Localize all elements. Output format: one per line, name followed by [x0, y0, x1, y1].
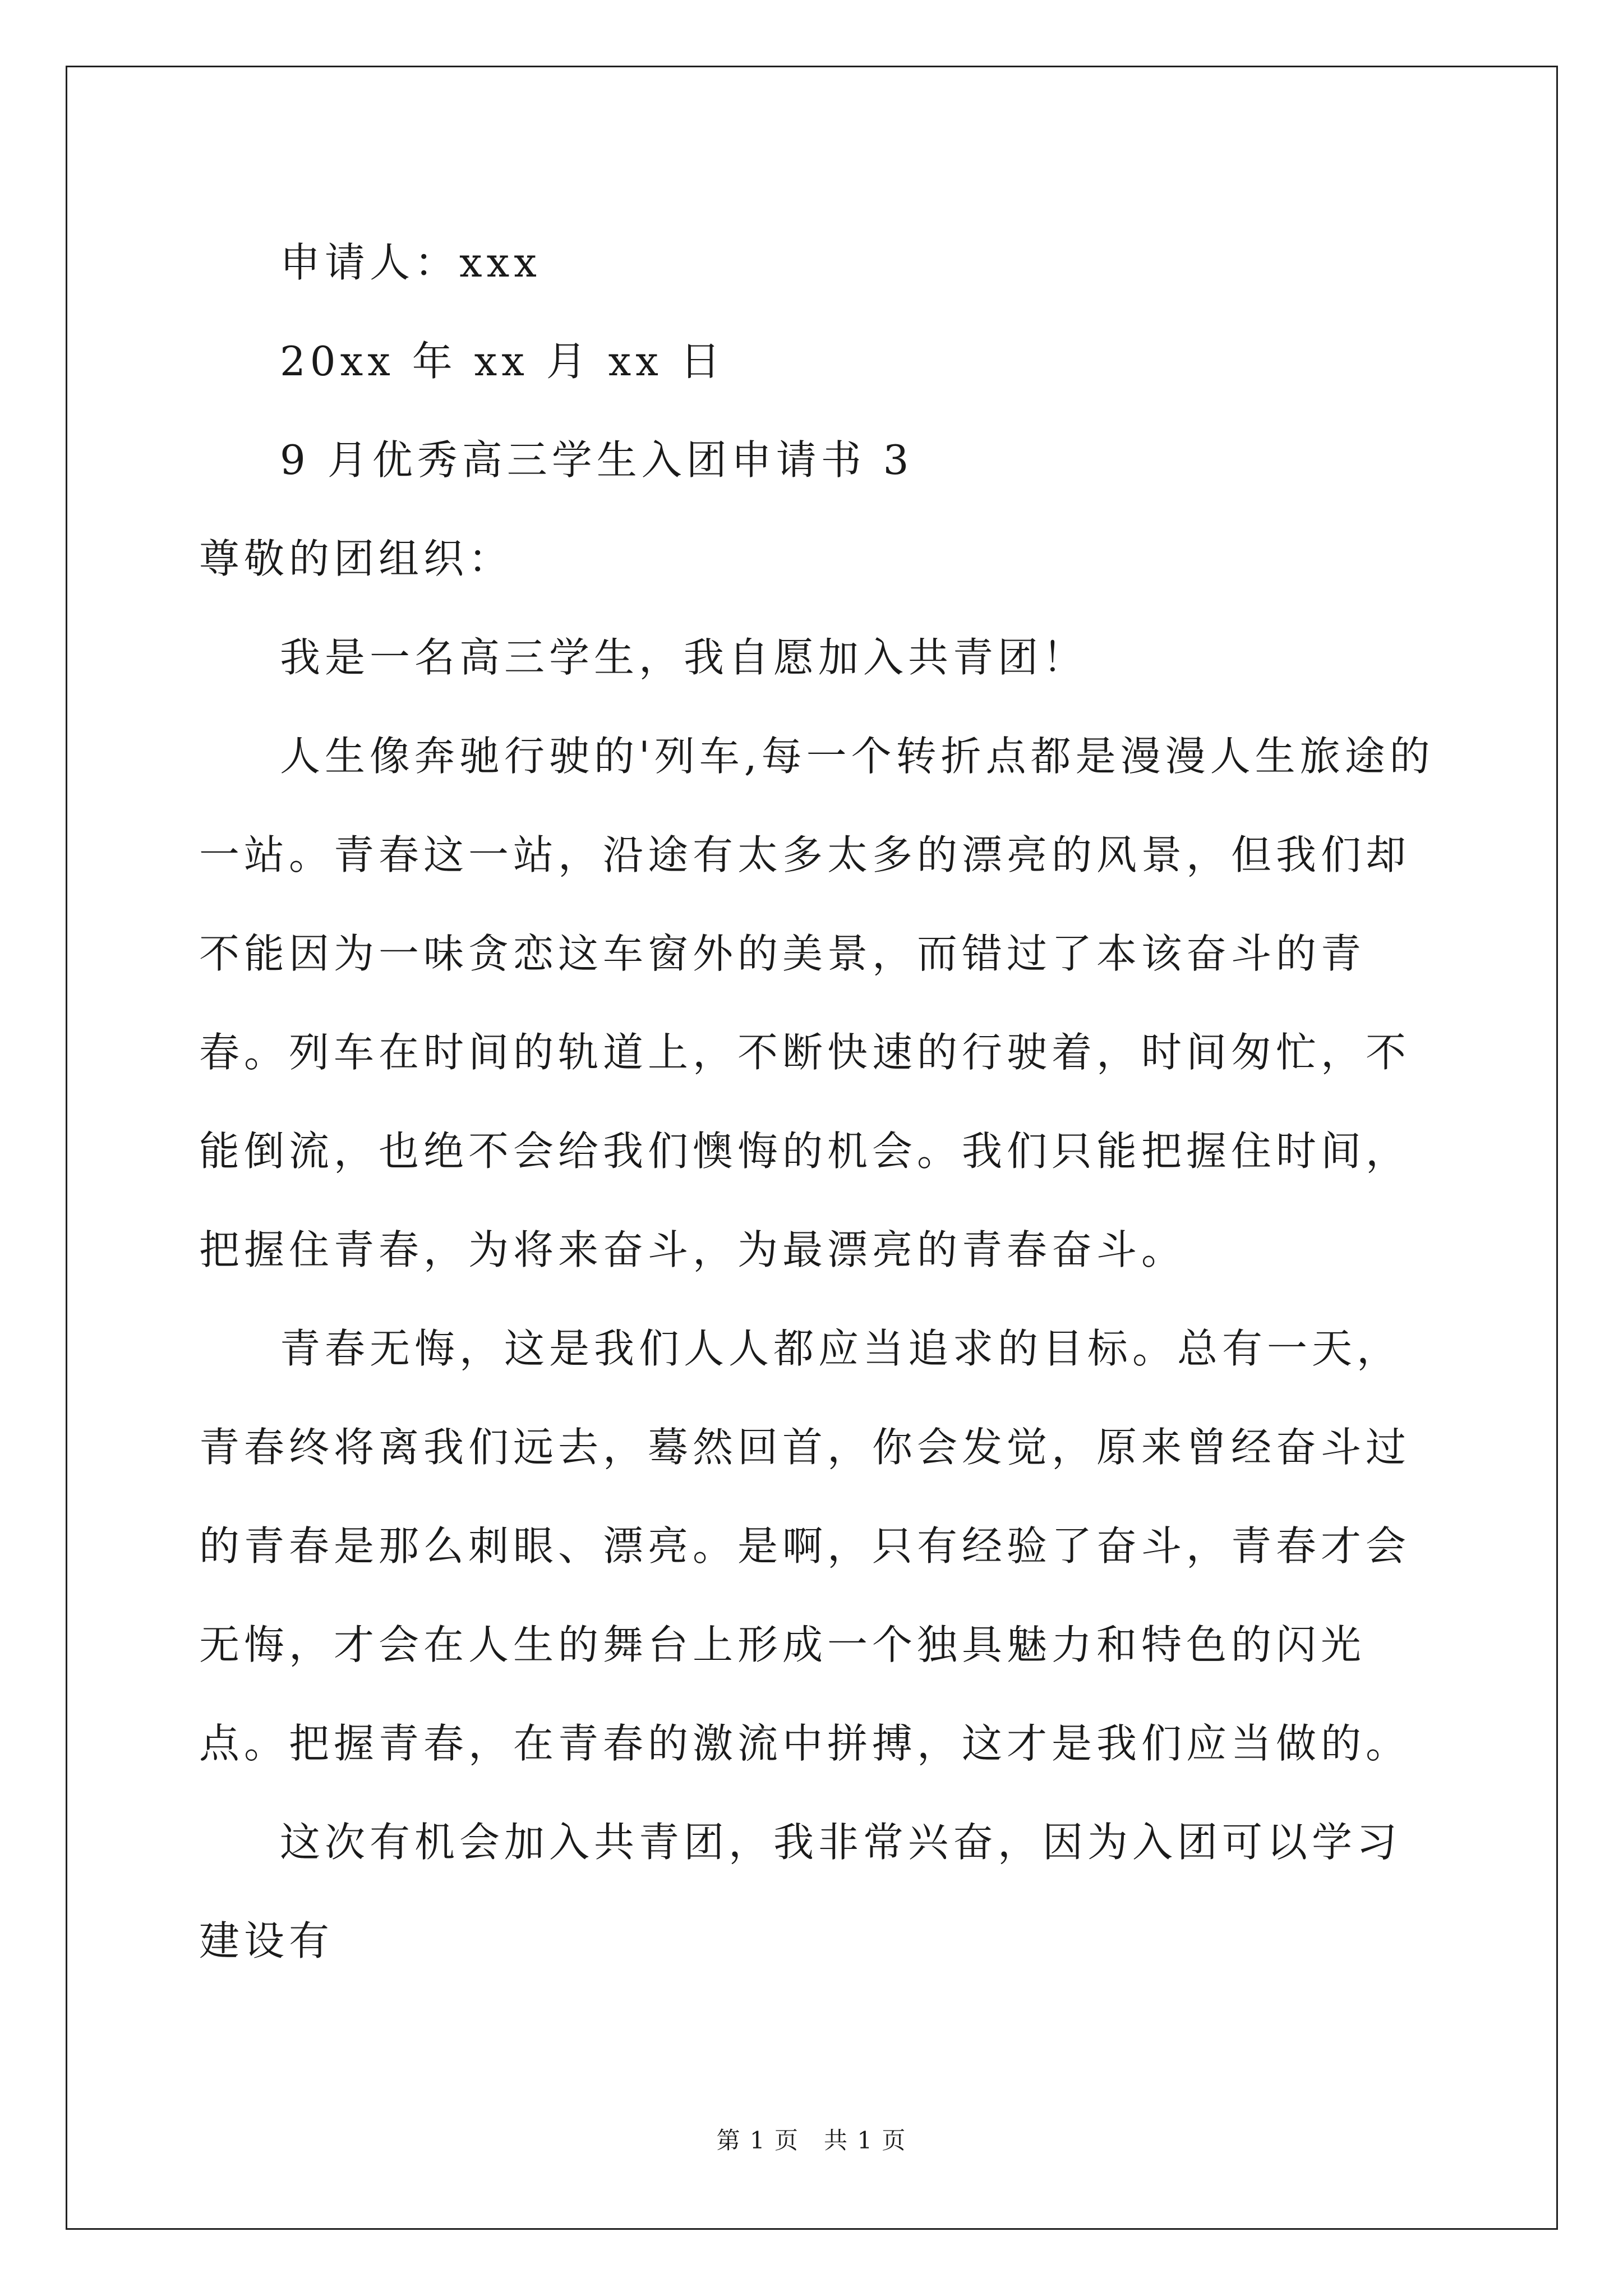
signature-line: 申请人：xxx: [280, 239, 541, 286]
document-heading: 9 月优秀高三学生入团申请书 3: [280, 436, 914, 484]
date-line: 20xx 年 xx 月 xx 日: [280, 338, 725, 385]
salutation: 尊敬的团组织：: [199, 535, 514, 582]
paragraph-3: 青春无悔，这是我们人人都应当追求的目标。总有一天，青春终将离我们远去，蓦然回首，你会发觉，原来曾经奋斗过的青春是那么刺眼、漂亮。是啊，只有经验了奋斗，青春才会无悔，才会在人生的舞台上形成一个独具魅力和特色的闪光点。把握青春，在青春的激流中拼搏，这才是我们应当做的。: [199, 1325, 1411, 1767]
page-number-footer: 第 1 页 共 1 页: [716, 2127, 907, 2154]
paragraph-2: 人生像奔驰行驶的'列车,每一个转折点都是漫漫人生旅途的一站。青春这一站，沿途有太多太多的漂亮的风景，但我们却不能因为一味贪恋这车窗外的美景，而错过了本该奋斗的青春。列车在时间的轨道上，不断快速的行驶着，时间匆忙，不能倒流，也绝不会给我们懊悔的机会。我们只能把握住时间，把握住青春，为将来奋斗，为最漂亮的青春奋斗。: [199, 733, 1435, 1273]
paragraph-4: 这次有机会加入共青团，我非常兴奋，因为入团可以学习建设有: [199, 1819, 1402, 1964]
paragraph-1: 我是一名高三学生，我自愿加入共青团！: [280, 634, 1088, 681]
document-body: [199, 213, 1438, 1990]
